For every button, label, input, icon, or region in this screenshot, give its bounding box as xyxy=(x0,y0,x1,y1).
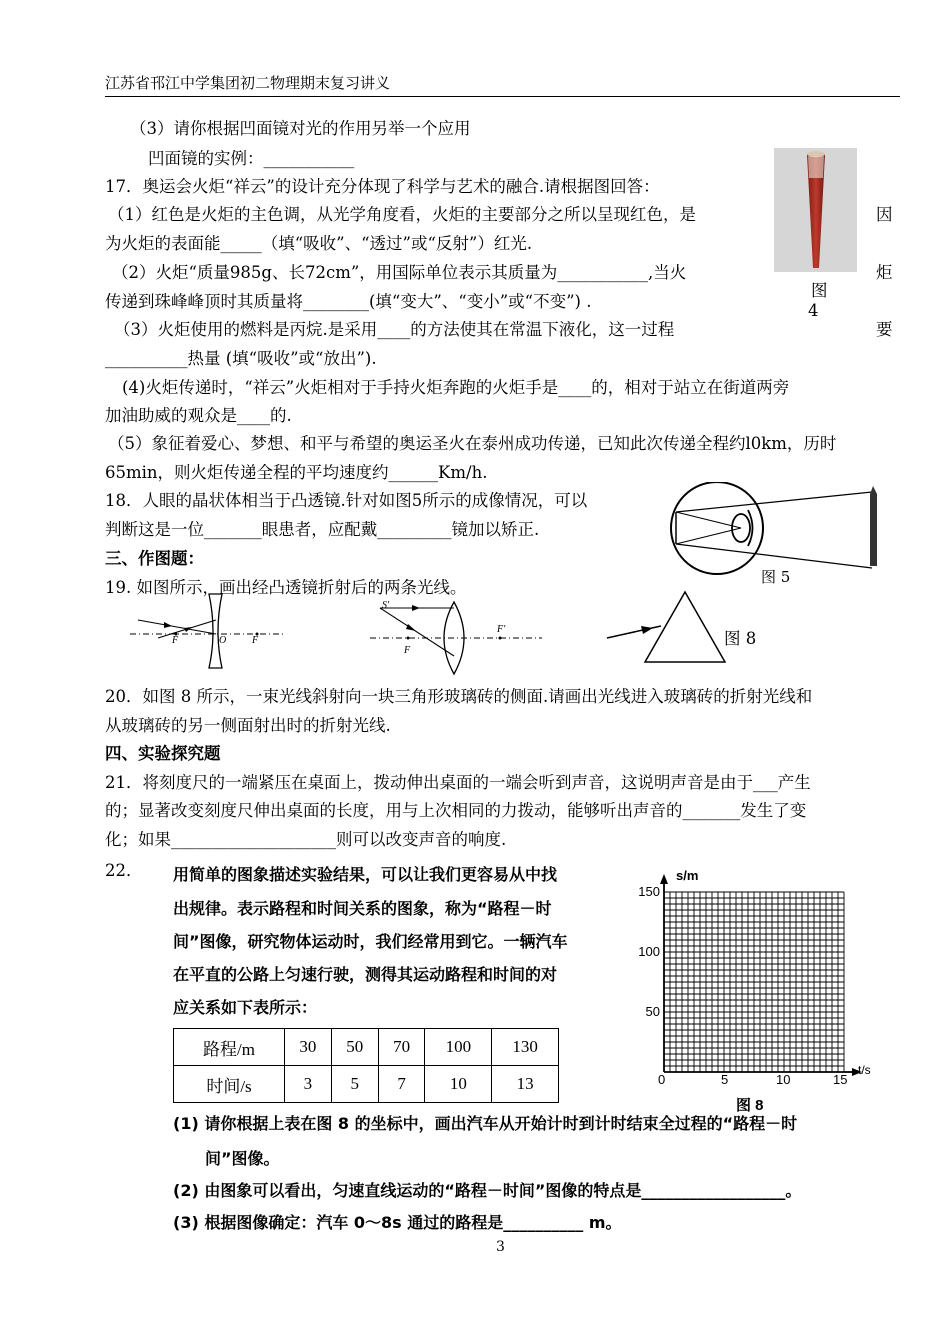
page-header: 江苏省邗江中学集团初二物理期末复习讲义 xyxy=(105,74,391,92)
q17-part2-a: （2）火炬“质量985g、长72cm”，用国际单位表示其质量为___________,当火 xyxy=(112,263,687,282)
x-tick-10: 10 xyxy=(776,1072,791,1087)
q18-text-b: 判断这是一位_______眼患者，应配戴_________镜加以矫正. xyxy=(105,520,540,539)
q17-intro: 17．奥运会火炬“祥云”的设计充分体现了科学与艺术的融合.请根据图回答： xyxy=(105,177,660,196)
q22-para-1: 用简单的图象描述实验结果，可以让我们更容易从中找 xyxy=(173,865,558,884)
q17-part1-a: （1）红色是火炬的主色调，从光学角度看，火炬的主要部分之所以呈现红色，是 xyxy=(108,205,696,224)
q22-para-5: 应关系如下表所示： xyxy=(173,998,318,1017)
q17-part4-b: 加油助威的观众是____的. xyxy=(105,406,292,425)
q17-part3-a: （3）火炬使用的燃料是丙烷.是采用____的方法使其在常温下液化，这一过程 xyxy=(114,320,675,339)
y-tick-50: 50 xyxy=(645,1004,660,1019)
q16-part3: （3）请你根据凹面镜对光的作用另举一个应用 xyxy=(130,119,471,138)
distance-time-table xyxy=(173,1028,559,1103)
concave-lens-figure xyxy=(130,592,290,670)
q21-text-a: 21．将刻度尺的一端紧压在桌面上，拨动伸出桌面的一端会听到声音，这说明声音是由于___产生 xyxy=(105,773,811,792)
q22-sub3: (3) 根据图像确定：汽车 0～8s 通过的路程是__________ m。 xyxy=(173,1213,622,1232)
q22-number: 22． xyxy=(105,861,143,880)
s-t-graph xyxy=(628,862,890,1120)
q22-sub2: (2) 由图象可以看出，匀速直线运动的“路程－时间”图像的特点是__________________。 xyxy=(173,1181,802,1200)
q22-sub1-b: 间”图像。 xyxy=(205,1149,280,1168)
table-cell: 13 xyxy=(492,1066,559,1103)
q20-text-b: 从玻璃砖的另一侧面射出时的折射光线. xyxy=(105,716,391,735)
q17-part1-a-tail: 因 xyxy=(876,205,893,224)
table-cell: 10 xyxy=(425,1066,492,1103)
fig4-label-1: 图 xyxy=(811,281,828,300)
y-tick-100: 100 xyxy=(638,944,660,959)
table-row-distance xyxy=(174,1029,559,1066)
x-tick-5: 5 xyxy=(721,1072,729,1087)
row-label-time: 时间/s xyxy=(174,1066,285,1103)
q17-part5-b: 65min，则火炬传递全程的平均速度约______Km/h. xyxy=(105,463,488,482)
table-row-time xyxy=(174,1066,559,1103)
table-cell: 70 xyxy=(378,1029,425,1066)
section-4-title: 四、实验探究题 xyxy=(105,744,221,763)
prism-figure xyxy=(605,590,735,665)
section-3-title: 三、作图题： xyxy=(105,549,204,568)
torch-photo xyxy=(774,148,857,272)
table-cell: 50 xyxy=(331,1029,378,1066)
fig2-s: S' xyxy=(382,600,390,611)
header-rule xyxy=(105,96,900,97)
convex-lens-figure xyxy=(370,598,545,678)
fig8-prism-caption: 图 8 xyxy=(724,629,757,648)
table-cell: 5 xyxy=(331,1066,378,1103)
q17-part4-a: (4)火炬传递时，“祥云”火炬相对于手持火炬奔跑的火炬手是____的，相对于站立在街道两旁 xyxy=(122,378,790,397)
q17-part1-b: 为火炬的表面能_____（填“吸收”、“透过”或“反射”）红光. xyxy=(105,234,533,253)
q17-part2-b: 传递到珠峰峰顶时其质量将________(填“变大”、“变小”或“不变”) . xyxy=(105,292,592,311)
table-cell: 3 xyxy=(285,1066,332,1103)
q22-sub1-a: (1) 请你根据上表在图 8 的坐标中，画出汽车从开始计时到计时结束全过程的“路程－时 xyxy=(173,1114,798,1133)
q21-text-c: 化；如果____________________则可以改变声音的响度. xyxy=(105,830,507,849)
x-tick-0: 0 xyxy=(658,1072,666,1087)
q21-text-b: 的；显著改变刻度尺伸出桌面的长度，用与上次相同的力拨动，能够听出声音的_______发生了变 xyxy=(105,801,807,820)
q19-text: 19. 如图所示，画出经凸透镜折射后的两条光线。 xyxy=(105,578,467,597)
q20-text-a: 20．如图 8 所示，一束光线斜射向一块三角形玻璃砖的侧面.请画出光线进入玻璃砖的折射光线和 xyxy=(105,687,813,706)
q18-text-a: 18．人眼的晶状体相当于凸透镜.针对如图5所示的成像情况，可以 xyxy=(105,491,588,510)
q17-part3-a-tail: 要 xyxy=(876,320,893,339)
fig1-f-right: F xyxy=(252,635,259,646)
fig1-f-left: F xyxy=(172,635,179,646)
graph-x-label: t/s xyxy=(858,1063,871,1077)
q17-part3-b: __________热量 (填“吸收”或“放出”). xyxy=(105,349,377,368)
page-number: 3 xyxy=(496,1239,505,1255)
fig2-f: F xyxy=(404,645,411,656)
graph-grid xyxy=(660,874,862,1076)
q17-part2-a-tail: 炬 xyxy=(876,263,893,282)
q22-para-4: 在平直的公路上匀速行驶，测得其运动路程和时间的对 xyxy=(173,965,558,984)
y-tick-150: 150 xyxy=(638,884,660,899)
fig1-o: O xyxy=(219,635,227,646)
fig2-f-prime: F' xyxy=(497,624,506,635)
fig5-caption: 图 5 xyxy=(761,568,791,586)
q16-example: 凹面镜的实例：___________ xyxy=(148,149,355,168)
table-cell: 30 xyxy=(285,1029,332,1066)
x-tick-15: 15 xyxy=(833,1072,848,1087)
q17-part5-a: （5）象征着爱心、梦想、和平与希望的奥运圣火在泰州成功传递，已知此次传递全程约l0km，历时 xyxy=(108,434,837,453)
row-label-distance: 路程/m xyxy=(174,1029,285,1066)
graph-y-label: s/m xyxy=(676,868,699,883)
q22-para-2: 出规律。表示路程和时间关系的图象，称为“路程－时 xyxy=(173,899,552,918)
table-cell: 7 xyxy=(378,1066,425,1103)
fig4-label-2: 4 xyxy=(808,301,819,320)
q22-para-3: 间”图像，研究物体运动时，我们经常用到它。一辆汽车 xyxy=(173,932,568,951)
table-cell: 100 xyxy=(425,1029,492,1066)
graph-caption: 图 8 xyxy=(736,1097,764,1114)
eye-diagram xyxy=(662,482,892,578)
table-cell: 130 xyxy=(492,1029,559,1066)
